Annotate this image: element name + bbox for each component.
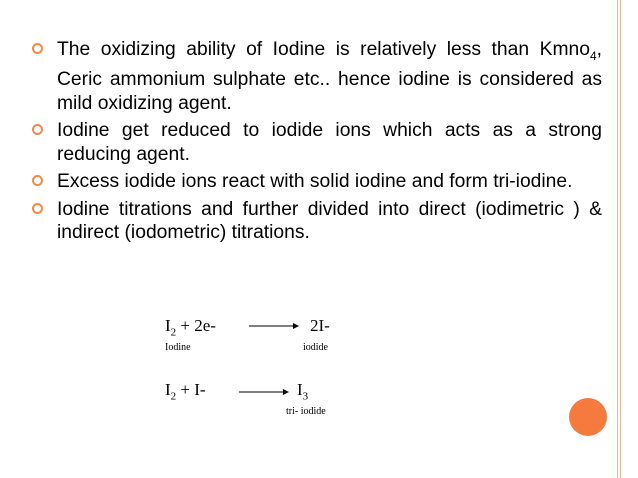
bullet-item	[32, 170, 602, 194]
reaction-2-lhs: $I_2 + I-$	[165, 380, 206, 403]
bullet-item	[32, 198, 602, 245]
right-border-line	[617, 0, 621, 478]
ring-bullet-icon	[32, 124, 43, 135]
bullet-item	[32, 38, 602, 115]
ring-bullet-icon	[32, 203, 43, 214]
bullet-list	[32, 38, 602, 249]
bullet-text: Iodine get reduced to iodide ions which acts as a strong reducing agent.	[57, 120, 602, 165]
orange-circle-decoration	[569, 398, 607, 436]
bullet-text: Excess iodide ions react with solid iodine and form tri-iodine.	[57, 171, 573, 193]
bullet-item	[32, 119, 602, 166]
reaction-1-lhs-label: Iodine	[165, 342, 191, 353]
reaction-2-rhs: $I_3$	[297, 380, 309, 403]
reaction-1-rhs: 2I-	[310, 316, 330, 335]
bullet-text: The oxidizing ability of Iodine is relatively less than Kmno$_4$, Ceric ammonium sulphate etc.. hence iodine is considered as mild oxidizing agent.	[57, 39, 602, 114]
reaction-1-rhs-label: iodide	[303, 342, 328, 353]
reaction-1-arrow	[249, 321, 299, 331]
bullet-text: Iodine titrations and further divided into direct (iodimetric ) & indirect (iodometric) titrations.	[57, 198, 602, 244]
reaction-2-arrow	[239, 387, 289, 397]
ring-bullet-icon	[32, 43, 43, 54]
ring-bullet-icon	[32, 175, 43, 186]
reaction-1-lhs: $I_2 + 2e-$	[165, 316, 216, 339]
reaction-2-rhs-label: tri- iodide	[286, 406, 326, 417]
